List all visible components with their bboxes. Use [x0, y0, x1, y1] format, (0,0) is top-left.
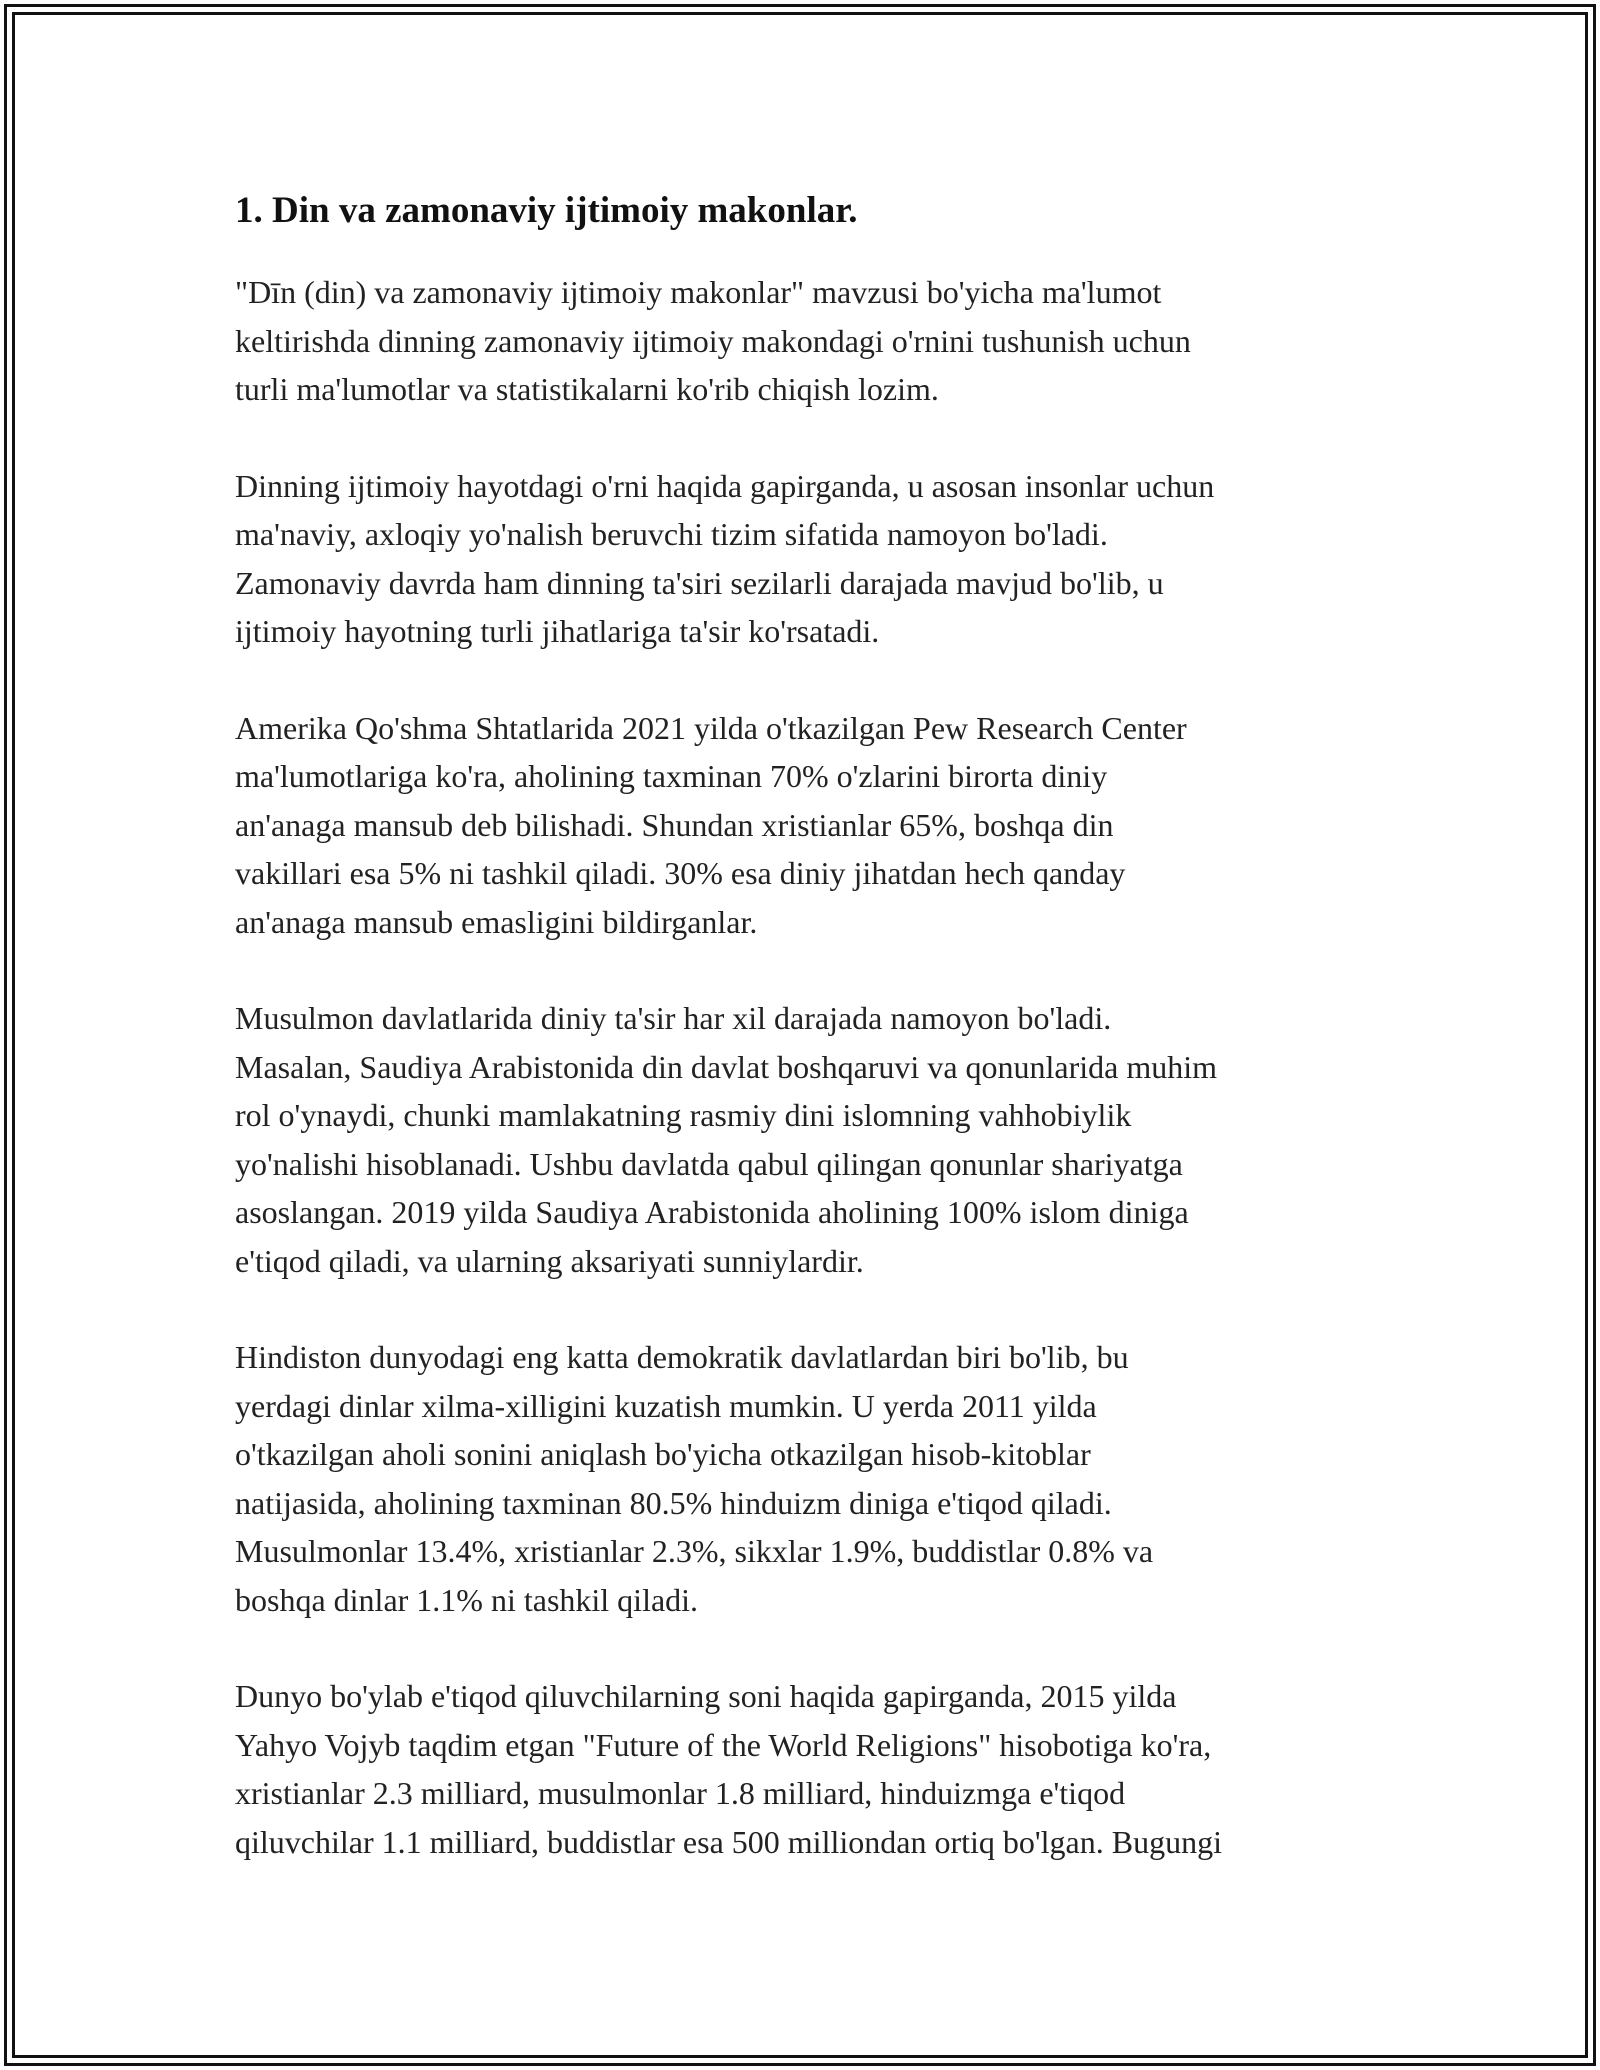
- document-body: [235, 188, 1375, 1914]
- paragraph-intro: "Dīn (din) va zamonaviy ijtimoiy makonlar" mavzusi bo'yicha ma'lumot keltirishda dinning zamonaviy ijtimoiy makondagi o'rnini tushunish uchun turli ma'lumotlar va statistikalarni ko'rib chiqish lozim.: [235, 274, 1191, 407]
- paragraph-social-role: Dinning ijtimoiy hayotdagi o'rni haqida gapirganda, u asosan insonlar uchun ma'naviy, axloqiy yo'nalish beruvchi tizim sifatida namoyon bo'ladi. Zamonaviy davrda ham dinning ta'siri sezilarli darajada mavjud bo'lib, u ijtimoiy hayotning turli jihatlariga ta'sir ko'rsatadi.: [235, 467, 1215, 649]
- section-heading: 1. Din va zamonaviy ijtimoiy makonlar.: [235, 190, 858, 231]
- paragraph-muslim-countries: Musulmon davlatlarida diniy ta'sir har xil darajada namoyon bo'ladi. Masalan, Saudiya Arabistonida din davlat boshqaruvi va qonunlarida muhim rol o'ynaydi, chunki mamlakatning rasmiy dini islomning vahhobiylik yo'nalishi hisoblanadi. Ushbu davlatda qabul qilingan qonunlar shariyatga asoslangan. 2019 yilda Saudiya Arabistonida aholining 100% islom diniga e'tiqod qiladi, va ularning aksariyati sunniylardir.: [235, 1000, 1218, 1279]
- paragraph-india-statistics: Hindiston dunyodagi eng katta demokratik davlatlardan biri bo'lib, bu yerdagi dinlar xilma-xilligini kuzatish mumkin. U yerda 2011 yilda o'tkazilgan aholi sonini aniqlash bo'yicha otkazilgan hisob-kitoblar natijasida, aholining taxminan 80.5% hinduizm diniga e'tiqod qiladi. Musulmonlar 13.4%, xristianlar 2.3%, sikxlar 1.9%, buddistlar 0.8% va boshqa dinlar 1.1% ni tashkil qiladi.: [235, 1339, 1154, 1618]
- paragraph-world-believers: Dunyo bo'ylab e'tiqod qiluvchilarning soni haqida gapirganda, 2015 yilda Yahyo Vojyb taqdim etgan "Future of the World Religions" hisobotiga ko'ra, xristianlar 2.3 milliard, musulmonlar 1.8 milliard, hinduizmga e'tiqod qiluvchilar 1.1 milliard, buddistlar esa 500 milliondan ortiq bo'lgan. Bugungi: [235, 1678, 1222, 1860]
- paragraph-usa-statistics: Amerika Qo'shma Shtatlarida 2021 yilda o'tkazilgan Pew Research Center ma'lumotlariga ko'ra, aholining taxminan 70% o'zlarini birorta diniy an'anaga mansub deb bilishadi. Shundan xristianlar 65%, boshqa din vakillari esa 5% ni tashkil qiladi. 30% esa diniy jihatdan hech qanday an'anaga mansub emasligini bildirganlar.: [235, 709, 1187, 940]
